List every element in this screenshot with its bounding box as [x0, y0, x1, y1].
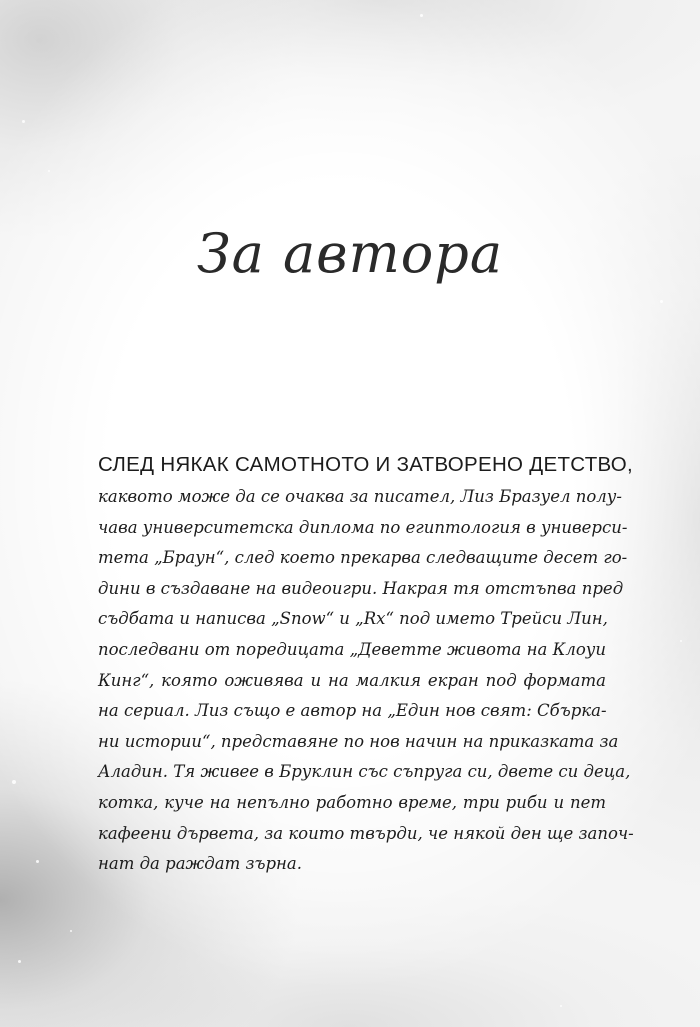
texture-speck: [560, 1005, 562, 1007]
texture-speck: [48, 170, 50, 172]
section-heading: За автора: [196, 222, 504, 285]
bio-lead-line: СЛЕД НЯКАК САМОТНОТО И ЗАТВОРЕНО ДЕТСТВО,: [98, 453, 634, 476]
texture-speck: [18, 960, 21, 963]
bio-line: котка, куче на непълно работно време, три риби и пет: [98, 792, 606, 812]
bio-line: последвани от поредицата „Деветте живота на Клоуи: [98, 639, 606, 659]
bio-line: кафеени дървета, за които твърди, че някой ден ще започ-: [98, 823, 634, 843]
bio-line: Кинг“, която оживява и на малкия екран под формата: [98, 670, 606, 690]
bio-line: нат да раждат зърна.: [98, 854, 302, 874]
texture-speck: [22, 120, 25, 123]
texture-speck: [70, 930, 72, 932]
texture-speck: [420, 14, 423, 17]
bio-line: Аладин. Тя живее в Бруклин със съпруга си, двете си деца,: [98, 762, 631, 782]
bio-line: ни истории“, представяне по нов начин на приказката за: [98, 731, 619, 751]
texture-speck: [660, 300, 663, 303]
texture-speck: [36, 860, 39, 863]
bio-line: тета „Браун“, след което прекарва следващите десет го-: [98, 548, 628, 568]
author-bio: [98, 448, 634, 880]
bio-line: чава университетска диплома по египтология в универси-: [98, 517, 628, 537]
bio-line: съдбата и написва „Snow“ и „Rx“ под името Трейси Лин,: [98, 609, 608, 629]
texture-speck: [12, 780, 16, 784]
bio-line: каквото може да се очаква за писател, Лиз Бразуел полу-: [98, 487, 622, 506]
bio-line: дини в създаване на видеоигри. Накрая тя отстъпва пред: [98, 578, 624, 598]
bio-line: на сериал. Лиз също е автор на „Един нов свят: Сбърка-: [98, 701, 607, 721]
texture-speck: [680, 640, 682, 642]
